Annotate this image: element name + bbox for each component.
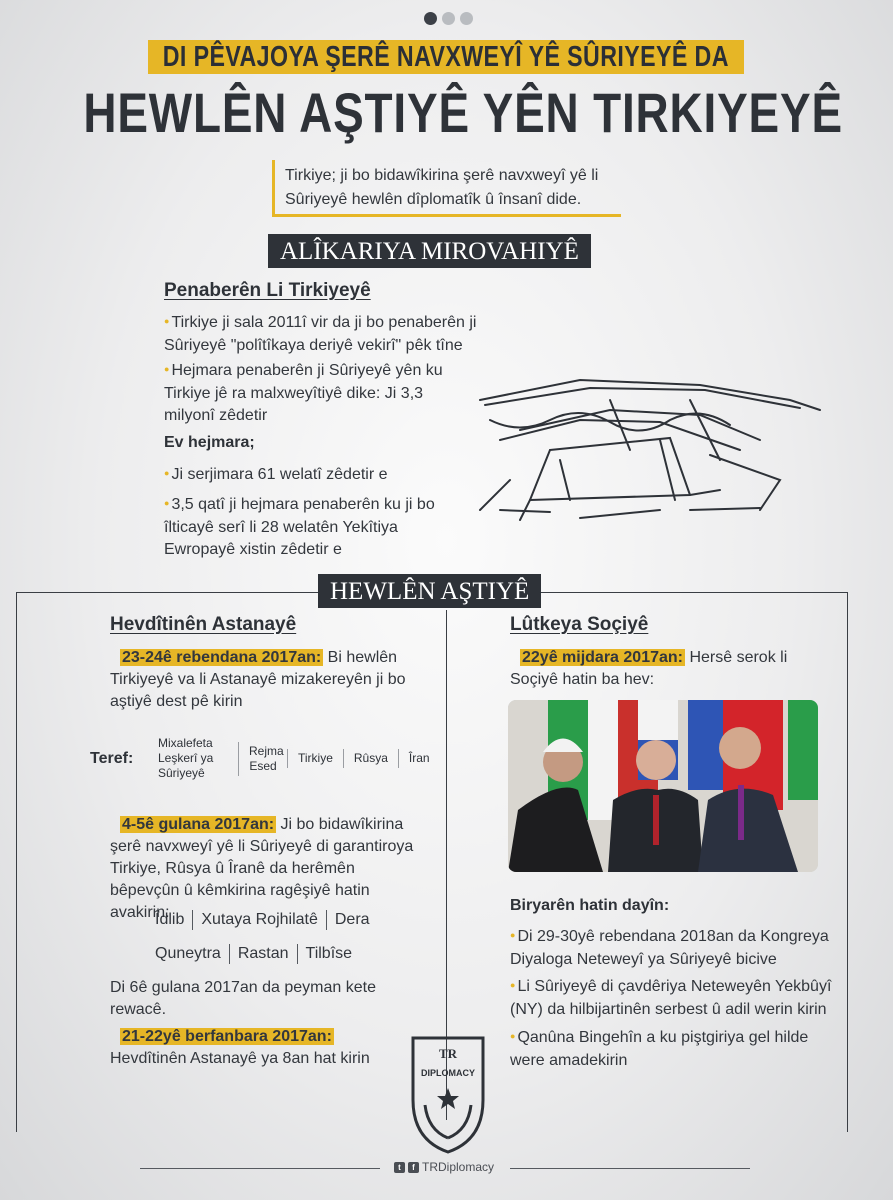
sochi-item-1: 22yê mijdara 2017an: Hersê serok li Soçiyê hatin ba hev: <box>510 649 788 688</box>
parties-label: Teref: <box>90 749 134 767</box>
region-name: Dera <box>334 911 370 929</box>
sochi-heading: Lûtkeya Soçiyê <box>510 614 649 635</box>
section-frame-left <box>16 592 17 1132</box>
region-name: Quneytra <box>155 945 221 963</box>
regions-row-2 <box>155 944 352 964</box>
party-cell: Mixalefeta Leşkerî ya Sûriyeyê <box>158 736 214 780</box>
date-highlight: 22yê mijdara 2017an: <box>522 649 683 666</box>
logo-text: DIPLOMACY <box>421 1068 475 1078</box>
decisions-label: Biryarên hatin dayîn: <box>510 897 670 914</box>
regions-row-1 <box>155 910 370 930</box>
region-name: Îdlib <box>155 911 185 929</box>
region-name: Tilbîse <box>305 945 353 963</box>
numbers-bullet-2: ● 3,5 qatî ji hejmara penaberên ku ji bo îlticayê serî li 28 welatên Yekîtiya Ewropayê xistin zêdetir e <box>164 494 464 561</box>
tent-sketch-icon <box>460 360 830 530</box>
page-title: HEWLÊN AŞTIYÊ YÊN TIRKIYEYÊ <box>83 81 843 144</box>
handle-text[interactable]: TRDiplomacy <box>422 1160 495 1174</box>
facebook-icon[interactable]: f <box>408 1162 419 1173</box>
astana-item-1: 23-24ê rebendana 2017an: Bi hewlên Tirkiyeyê va li Astanayê mizakereyên ji bo aştiyê dest pê kirin <box>110 649 406 710</box>
footer-line-left <box>140 1168 380 1169</box>
date-highlight: 4-5ê gulana 2017an: <box>122 816 275 833</box>
tr-diplomacy-logo <box>403 1030 493 1156</box>
footer-line-right <box>510 1168 750 1169</box>
party-cell: Îran <box>398 749 440 768</box>
party-cell: Rejma Esed <box>238 742 287 776</box>
astana-item-3: 21-22yê berfanbara 2017an: Hevdîtinên Astanayê ya 8an hat kirin <box>110 1028 370 1067</box>
logo-top-text: TR <box>438 1046 458 1061</box>
decision-bullet-3: ● Qanûna Bingehîn a ku piştgiriya gel hilde were amadekirin <box>510 1027 845 1072</box>
leaders-photo <box>508 700 818 872</box>
twitter-icon[interactable]: t <box>394 1162 405 1173</box>
section-header-peace: HEWLÊN AŞTIYÊ <box>318 574 541 608</box>
page-dot-3[interactable] <box>460 12 473 25</box>
parties-table <box>90 734 440 783</box>
decision-bullet-2: ● Li Sûriyeyê di çavdêriya Neteweyên Yekbûyî (NY) da hilbijartinên serbest û adil werin kirin <box>510 976 845 1021</box>
region-name: Xutaya Rojhilatê <box>201 911 318 929</box>
section-frame-right <box>847 592 848 1132</box>
date-highlight: 21-22yê berfanbara 2017an: <box>122 1028 332 1045</box>
numbers-label: Ev hejmara; <box>164 434 255 451</box>
astana-item-2: 4-5ê gulana 2017an: Ji bo bidawîkirina şerê navxweyî yê li Sûriyeyê di garantiroya Tirkiye, Rûsya û Îranê da herêmên bêpevçûn û kêmkirina ragêşiyê hatin avakirin: <box>110 816 414 921</box>
refugee-bullet-2: ● Hejmara penaberên ji Sûriyeyê yên ku Tirkiye jê ra malxweyîtiyê dike: Ji 3,3 milyonî zêdetir <box>164 360 454 427</box>
region-name: Rastan <box>237 945 289 963</box>
page-indicator[interactable] <box>424 12 473 25</box>
numbers-bullet-1: ● Ji serjimara 61 welatî zêdetir e <box>164 464 464 487</box>
party-cell: Tirkiye <box>287 749 343 768</box>
refugees-heading: Penaberên Li Tirkiyeyê <box>164 280 371 301</box>
refugee-bullet-1: ● Tirkiye ji sala 2011î vir da ji bo penaberên ji Sûriyeyê "polîtîkaya deriyê vekirî" pêk tîne <box>164 312 509 357</box>
intro-text: Tirkiye; ji bo bidawîkirina şerê navxweyî yê li Sûriyeyê hewlên dîplomatîk û însanî dide. <box>272 160 621 217</box>
social-handle[interactable] <box>394 1160 494 1174</box>
decision-bullet-1: ● Di 29-30yê rebendana 2018an da Kongreya Diyaloga Neteweyî ya Sûriyeyê bicive <box>510 926 845 971</box>
party-cell: Rûsya <box>343 749 398 768</box>
ceasefire-note: Di 6ê gulana 2017an da peyman kete rewacê. <box>110 979 376 1018</box>
astana-heading: Hevdîtinên Astanayê <box>110 614 297 635</box>
page-dot-1[interactable] <box>424 12 437 25</box>
page-dot-2[interactable] <box>442 12 455 25</box>
date-highlight: 23-24ê rebendana 2017an: <box>122 649 322 666</box>
section-header-humanitarian: ALÎKARIYA MIROVAHIYÊ <box>268 234 591 268</box>
subtitle-text: DI PÊVAJOYA ŞERÊ NAVXWEYÎ YÊ SÛRIYEYÊ DA <box>162 40 730 73</box>
subtitle-banner <box>148 40 744 74</box>
